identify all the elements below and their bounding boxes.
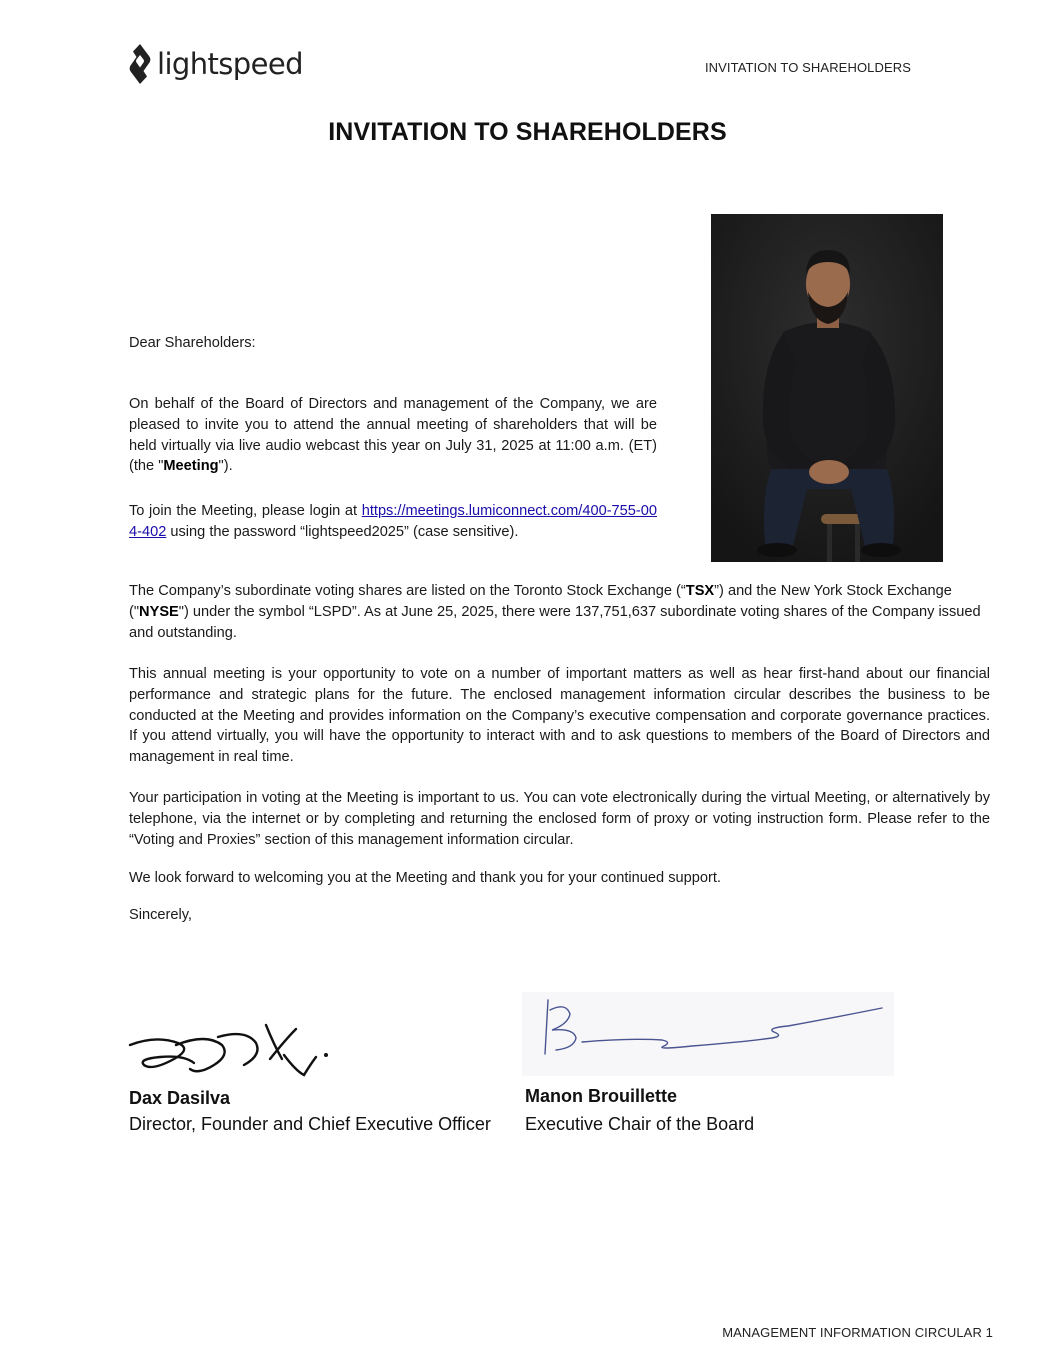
join-paragraph bbox=[129, 501, 657, 543]
chair-title: Executive Chair of the Board bbox=[525, 1114, 755, 1134]
ceo-name: Dax Dasilva bbox=[129, 1088, 231, 1108]
meeting-login-link[interactable]: https://meetings.lumiconnect.com/400-755-004-402 bbox=[129, 503, 657, 540]
page-footer: MANAGEMENT INFORMATION CIRCULAR 1 bbox=[722, 1325, 993, 1340]
join-after: using the password “lightspeed2025” (case sensitive). bbox=[166, 523, 519, 540]
join-before: To join the Meeting, please login at bbox=[129, 503, 362, 519]
ceo-signature bbox=[126, 1015, 336, 1085]
tsx-term: TSX bbox=[685, 583, 715, 599]
header-section-label: INVITATION TO SHAREHOLDERS bbox=[704, 60, 911, 75]
participation-paragraph: Your participation in voting at the Meeting is important to us. You can vote electronically during the virtual Meeting, or alternatively by telephone, via the internet or by completing and returning the enclosed form of proxy or voting instruction form. Please refer to the “Voting and Proxies” section of this management information circular. bbox=[129, 790, 990, 848]
logo-wordmark: lightspeed bbox=[157, 46, 303, 81]
listing-text-2: ”) and the New York Stock Exchange (" bbox=[129, 583, 952, 620]
nyse-term: NYSE bbox=[139, 603, 179, 620]
listing-text-3: ") under the symbol “LSPD”. As at June 25, 2025, there were 137,751,637 subordinate voting shares of the Company issued and outstanding. bbox=[129, 603, 981, 641]
chair-signature bbox=[522, 992, 894, 1076]
ceo-title: Director, Founder and Chief Executive Officer bbox=[129, 1114, 491, 1134]
company-logo bbox=[128, 43, 303, 85]
listing-paragraph bbox=[129, 581, 990, 643]
intro-paragraph bbox=[129, 394, 657, 477]
opportunity-paragraph: This annual meeting is your opportunity to vote on a number of important matters as well as hear first-hand about our financial performance and strategic plans for the future. The enclosed management information circular describes the business to be conducted at the Meeting and provides information on the Company’s executive compensation and corporate governance practices. If you attend virtually, you will have the opportunity to interact with and to ask questions to members of the Board of Directors and management in real time. bbox=[129, 666, 990, 766]
intro-end: "). bbox=[218, 458, 233, 475]
signoff: Sincerely, bbox=[129, 907, 192, 923]
closing-paragraph: We look forward to welcoming you at the Meeting and thank you for your continued support. bbox=[129, 870, 721, 886]
page-title: INVITATION TO SHAREHOLDERS bbox=[328, 118, 727, 146]
ceo-portrait-photo bbox=[711, 214, 943, 562]
listing-text-1: The Company’s subordinate voting shares are listed on the Toronto Stock Exchange (“ bbox=[129, 583, 686, 599]
meeting-term: Meeting bbox=[163, 458, 219, 475]
intro-text: On behalf of the Board of Directors and management of the Company, we are pleased to invite you to attend the annual meeting of shareholders that will be held virtually via live audio webcast this year on July 31, 2025 at 11:00 a.m. (ET) (the " bbox=[129, 396, 657, 475]
flame-icon bbox=[128, 43, 152, 85]
salutation: Dear Shareholders: bbox=[129, 335, 256, 351]
chair-name: Manon Brouillette bbox=[525, 1086, 677, 1106]
